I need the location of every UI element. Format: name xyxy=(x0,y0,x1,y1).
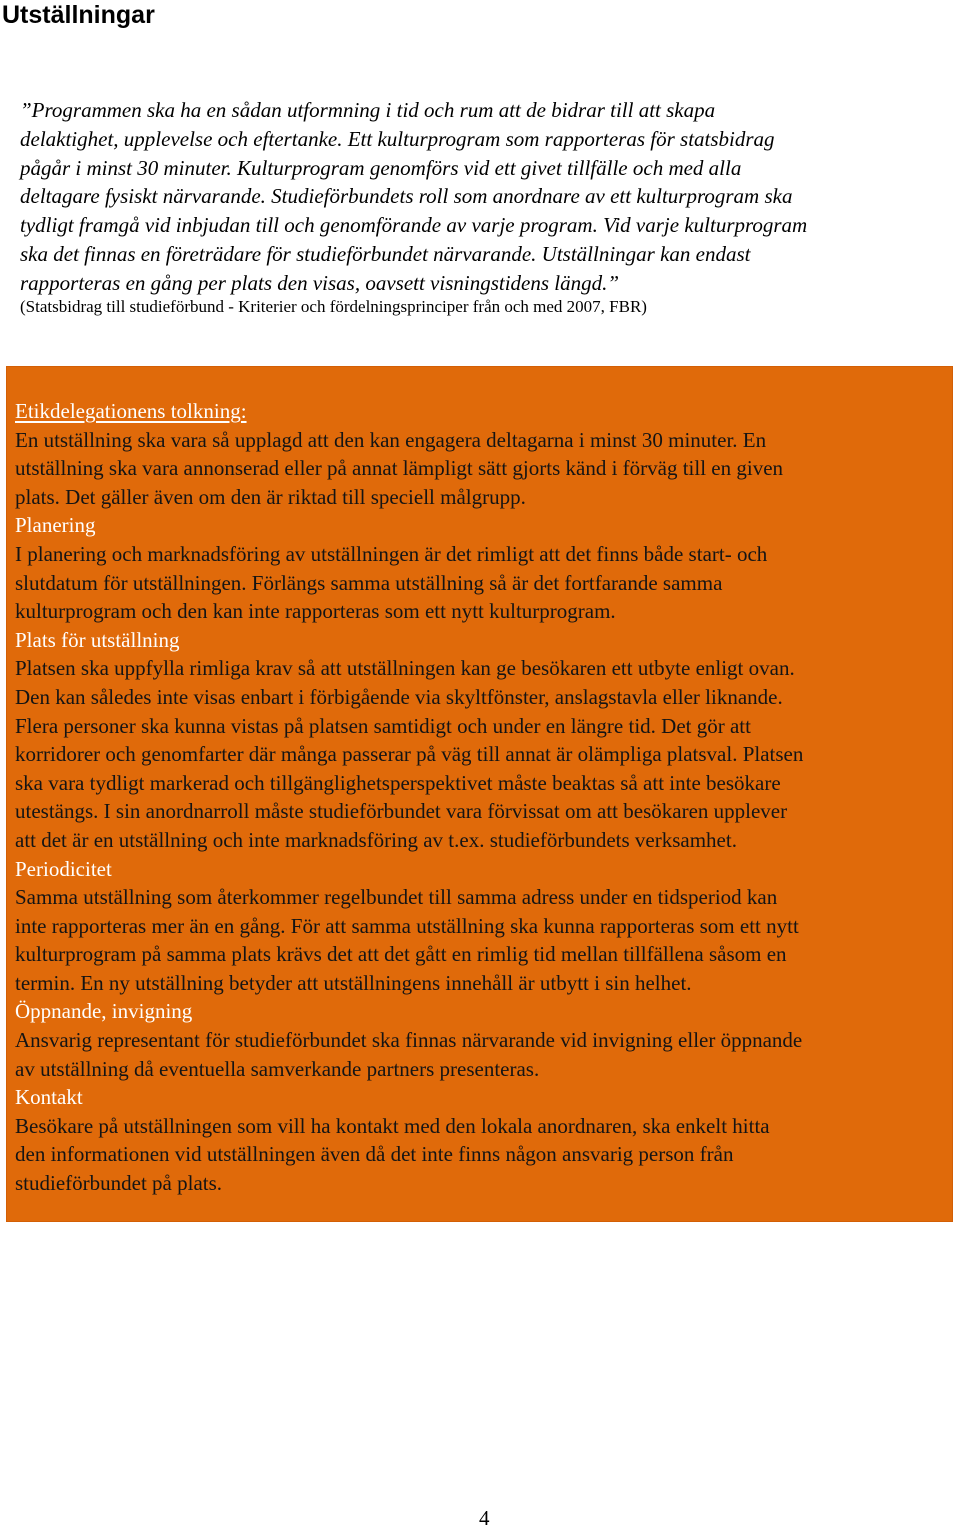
section-line: av utställning då eventuella samverkande partners presenteras. xyxy=(15,1056,540,1081)
section-title-kontakt: Kontakt xyxy=(15,1085,83,1110)
quote-line: ”Programmen ska ha en sådan utformning i tid och rum att de bidrar till att skapa xyxy=(20,98,716,122)
section-line: kulturprogram på samma plats krävs det att det gått en rimlig tid mellan tillfällena såsom en xyxy=(15,942,787,967)
page-number: 4 xyxy=(479,1506,490,1530)
section-line: korridorer och genomfarter där många passerar på väg till annat är olämpliga platsval. Platsen xyxy=(15,742,804,767)
section-line: studieförbundet på plats. xyxy=(15,1171,223,1196)
section-line: Flera personer ska kunna vistas på platsen samtidigt och under en längre tid. Det gör att xyxy=(15,713,751,738)
section-line: Ansvarig representant för studieförbundet ska finnas närvarande vid invigning eller öppnande xyxy=(15,1028,803,1053)
quote-line: ska det finnas en företrädare för studieförbundet närvarande. Utställningar kan endast xyxy=(20,241,751,266)
quote-line: deltagare fysiskt närvarande. Studieförbundets roll som anordnare av ett kulturprogram ska xyxy=(20,184,793,209)
quote-line: tydligt framgå vid inbjudan till och genomförande av varje program. Vid varje kulturprogram xyxy=(20,213,808,238)
section-line: att det är en utställning och inte marknadsföring av t.ex. studieförbundets verksamhet. xyxy=(15,827,737,852)
quote-line: pågår i minst 30 minuter. Kulturprogram genomförs vid ett givet tillfälle och med alla xyxy=(20,155,742,180)
intro-line: utställning ska vara annonserad eller på annat lämpligt sätt gjorts känd i förväg till en given xyxy=(15,456,784,481)
interpretation-box xyxy=(6,366,953,1222)
section-title-oppnande: Öppnande, invigning xyxy=(15,999,193,1024)
intro-line: plats. Det gäller även om den är riktad till speciell målgrupp. xyxy=(15,484,526,509)
section-title-planering: Planering xyxy=(15,513,96,538)
intro-line: En utställning ska vara så upplagd att den kan engagera deltagarna i minst 30 minuter. En xyxy=(15,427,767,452)
quote-citation: (Statsbidrag till studieförbund - Kriterier och fördelningsprinciper från och med 2007, FBR) xyxy=(20,297,647,316)
section-line: Besökare på utställningen som vill ha kontakt med den lokala anordnaren, ska enkelt hitta xyxy=(15,1113,770,1138)
section-line: den informationen vid utställningen även då det inte finns någon ansvarig person från xyxy=(15,1142,734,1167)
section-title-plats: Plats för utställning xyxy=(15,627,180,652)
section-line: slutdatum för utställningen. Förlängs samma utställning så är det fortfarande samma xyxy=(15,570,723,595)
section-line: kulturprogram och den kan inte rapporteras som ett nytt kulturprogram. xyxy=(15,599,616,624)
quote-line: rapporteras en gång per plats den visas, oavsett visningstidens längd.” xyxy=(20,270,620,295)
section-line: I planering och marknadsföring av utställningen är det rimligt att det finns både start- och xyxy=(15,541,768,566)
quote-line: delaktighet, upplevelse och eftertanke. Ett kulturprogram som rapporteras för statsbidrag xyxy=(20,126,775,151)
section-line: Den kan således inte visas enbart i förbigående via skyltfönster, anslagstavla eller liknande. xyxy=(15,684,783,709)
section-line: termin. En ny utställning betyder att utställningens innehåll är utbytt i sin helhet. xyxy=(15,970,692,995)
interpretation-heading: Etikdelegationens tolkning: xyxy=(15,399,247,423)
section-line: ska vara tydligt markerad och tillgänglighetsperspektivet måste beaktas så att inte besökare xyxy=(15,770,781,795)
section-line: Samma utställning som återkommer regelbundet till samma adress under en tidsperiod kan xyxy=(15,885,778,910)
regulation-quote xyxy=(20,96,960,298)
interpretation-content xyxy=(15,397,950,1198)
section-line: utestängs. I sin anordnarroll måste studieförbundet vara förvissat om att besökaren upplever xyxy=(15,799,788,824)
section-line: inte rapporteras mer än en gång. För att samma utställning ska kunna rapporteras som ett nytt xyxy=(15,913,799,938)
section-line: Platsen ska uppfylla rimliga krav så att utställningen kan ge besökaren ett utbyte enligt ovan. xyxy=(15,656,795,681)
section-title-periodicitet: Periodicitet xyxy=(15,856,112,881)
page-title: Utställningar xyxy=(2,1,155,29)
